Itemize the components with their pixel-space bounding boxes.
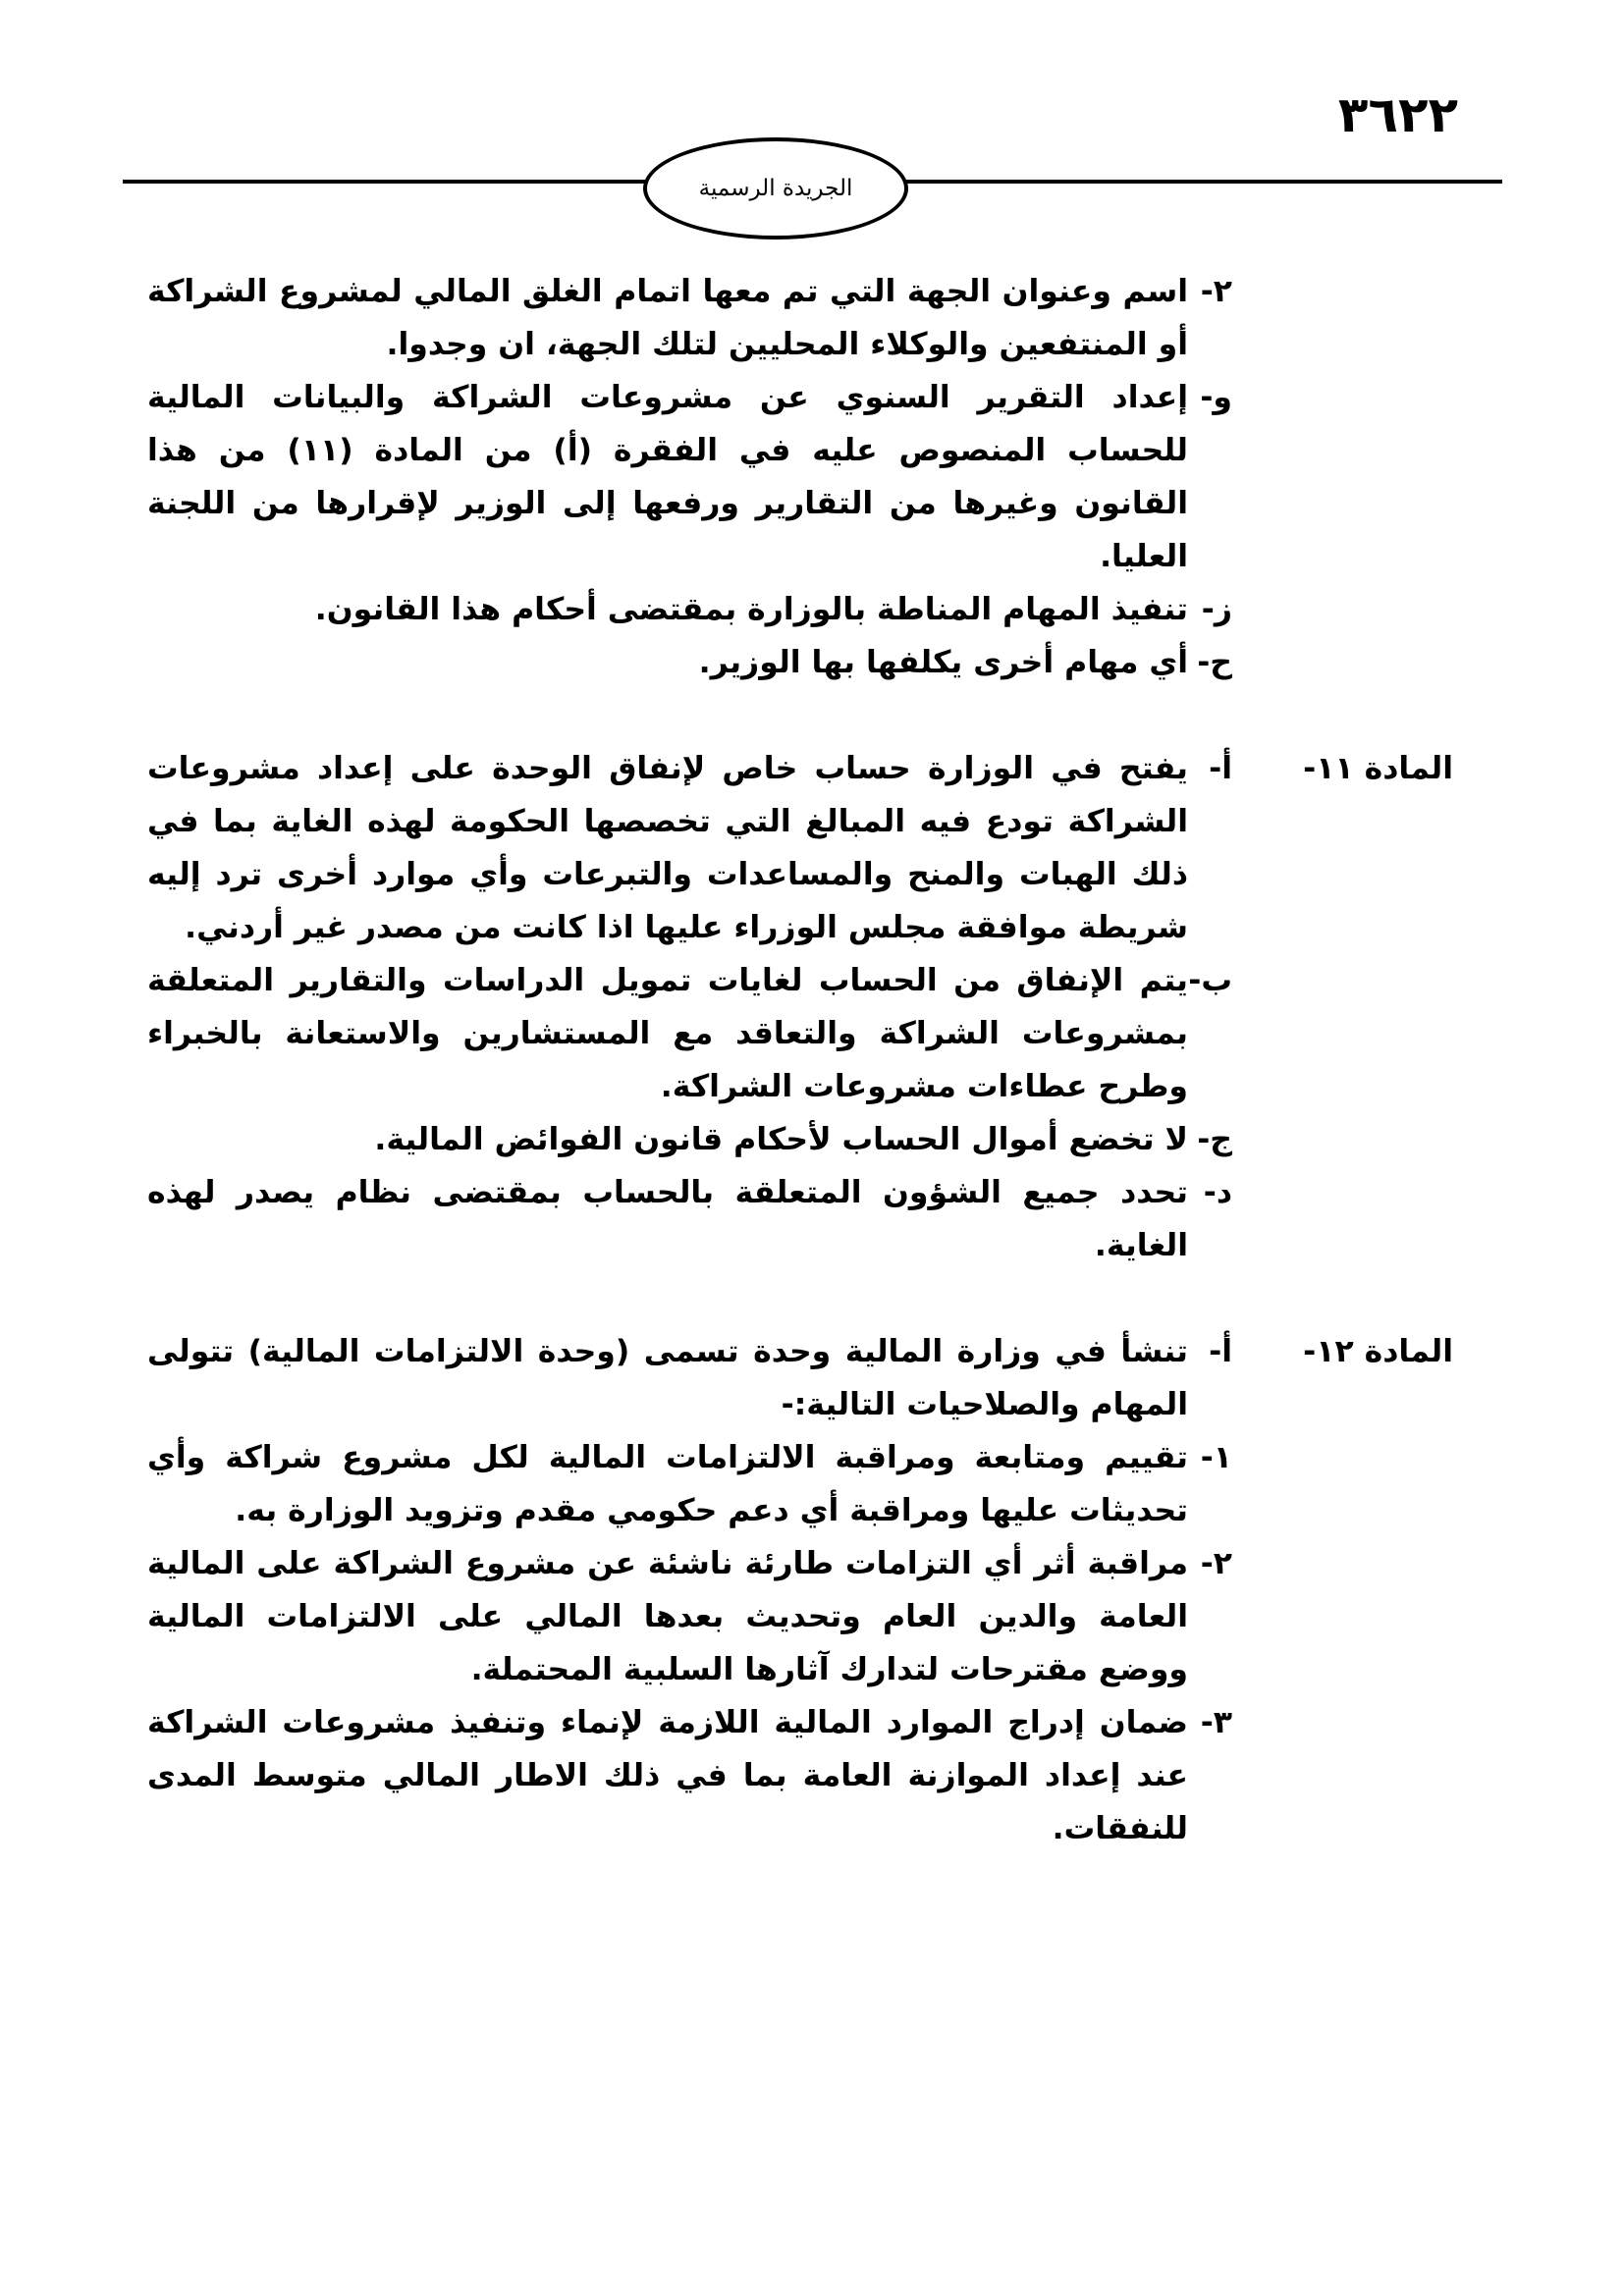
page-content xyxy=(147,265,1453,1855)
sub-item xyxy=(147,1431,1453,1537)
article-12 xyxy=(147,1325,1453,1855)
article-paragraph xyxy=(147,954,1453,1113)
item-marker: ج- xyxy=(1197,1122,1232,1157)
item-marker: ح- xyxy=(1197,645,1232,680)
continuation-block xyxy=(147,265,1453,689)
item-text: أي مهام أخرى يكلفها بها الوزير. xyxy=(698,645,1188,680)
item-text: ضمان إدراج الموارد المالية اللازمة لإنماء وتنفيذ مشروعات الشراكة عند إعداد الموازنة العامة بما في ذلك الاطار المالي متوسط المدى للنفقات. xyxy=(147,1705,1188,1846)
item-text: تحدد جميع الشؤون المتعلقة بالحساب بمقتضى نظام يصدر لهذه الغاية. xyxy=(147,1175,1188,1263)
item-marker: ٢- xyxy=(1200,274,1232,309)
item-marker: و- xyxy=(1200,380,1232,415)
spacer xyxy=(147,689,1453,742)
sub-item xyxy=(147,1696,1453,1855)
item-marker: أ- xyxy=(1209,751,1232,786)
item-text: مراقبة أثر أي التزامات طارئة ناشئة عن مشروع الشراكة على المالية العامة والدين العام وتحديث بعدها المالي على الالتزامات المالية ووضع مقترحات لتدارك آثارها السلبية المحتملة. xyxy=(147,1546,1188,1687)
item-text: اسم وعنوان الجهة التي تم معها اتمام الغلق المالي لمشروع الشراكة أو المنتفعين والوكلاء المحليين لتلك الجهة، ان وجدوا. xyxy=(147,274,1188,362)
masthead-title: الجريدة الرسمية xyxy=(698,176,853,201)
item-marker: ١- xyxy=(1200,1440,1232,1475)
item-marker: أ- xyxy=(1209,1334,1232,1369)
item-text: يتم الإنفاق من الحساب لغايات تمويل الدراسات والتقارير المتعلقة بمشروعات الشراكة والتعاقد مع المستشارين والاستعانة بالخبراء وطرح عطاءات مشروعات الشراكة. xyxy=(147,963,1188,1104)
item-text: تنفيذ المهام المناطة بالوزارة بمقتضى أحكام هذا القانون. xyxy=(314,592,1188,627)
article-label: المادة ١٢- xyxy=(1303,1334,1453,1369)
item-text: يفتح في الوزارة حساب خاص لإنفاق الوحدة على إعداد مشروعات الشراكة تودع فيه المبالغ التي تخصصها الحكومة لهذه الغاية بما في ذلك الهبات والمنح والمساعدات والتبرعات وأي موارد أخرى ترد إليه شريطة موافقة مجلس الوزراء عليها اذا كانت من مصدر غير أردني. xyxy=(147,751,1188,945)
item-marker: ز- xyxy=(1201,592,1232,627)
item-text: تنشأ في وزارة المالية وحدة تسمى (وحدة الالتزامات المالية) تتولى المهام والصلاحيات التالية:- xyxy=(147,1334,1188,1422)
item-marker: د- xyxy=(1203,1175,1232,1210)
list-item xyxy=(147,636,1232,689)
item-text: إعداد التقرير السنوي عن مشروعات الشراكة والبيانات المالية للحساب المنصوص عليه في الفقرة (أ) من المادة (١١) من هذا القانون وغيرها من التقارير ورفعها إلى الوزير لإقرارها من اللجنة العليا. xyxy=(147,380,1188,574)
article-paragraph xyxy=(147,742,1453,954)
list-item xyxy=(147,265,1232,371)
item-marker: ب- xyxy=(1188,963,1232,998)
article-11 xyxy=(147,742,1453,1272)
spacer xyxy=(147,1272,1453,1325)
item-marker: ٣- xyxy=(1200,1705,1232,1740)
page-number: ٣٦٢٢ xyxy=(1337,86,1458,143)
list-item xyxy=(147,371,1232,583)
list-item xyxy=(147,583,1232,636)
article-paragraph xyxy=(147,1113,1453,1166)
item-text: تقييم ومتابعة ومراقبة الالتزامات المالية لكل مشروع شراكة وأي تحديثات عليها ومراقبة أي دعم حكومي مقدم وتزويد الوزارة به. xyxy=(147,1440,1188,1528)
masthead-oval xyxy=(643,137,908,240)
item-text: لا تخضع أموال الحساب لأحكام قانون الفوائض المالية. xyxy=(374,1122,1188,1157)
item-marker: ٢- xyxy=(1200,1546,1232,1581)
article-paragraph xyxy=(147,1166,1453,1272)
article-label: المادة ١١- xyxy=(1303,751,1453,786)
article-paragraph xyxy=(147,1325,1453,1431)
sub-item xyxy=(147,1537,1453,1696)
